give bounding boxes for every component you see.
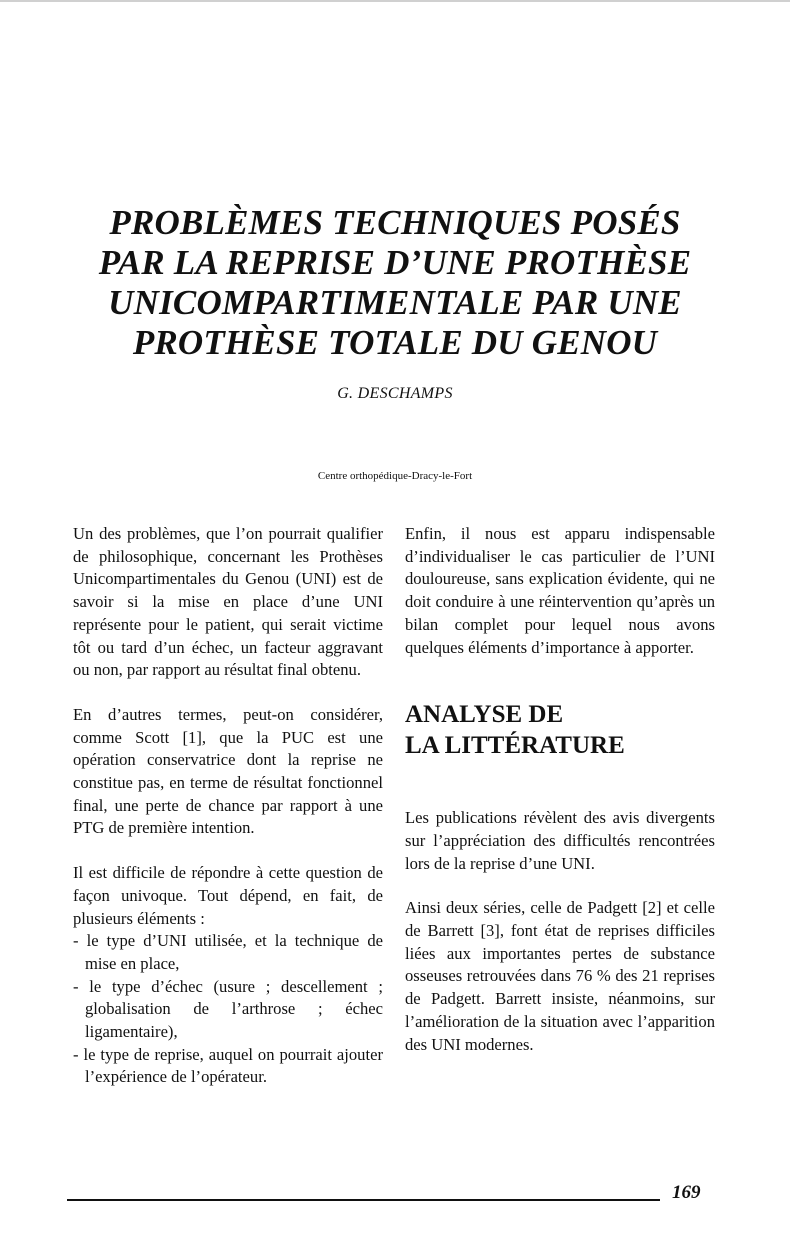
heading-line-2: LA LITTÉRATURE <box>405 732 625 760</box>
paragraph: Un des problèmes, que l’on pourrait qualifier de philosophique, concernant les Prothèses Unicompartimentales du Genou (UNI) est de savoir si la mise en place d’une UNI représente pour le patient, qui serait victime tôt ou tard d’un échec, un facteur aggravant ou non, par rapport au résultat final obtenu. <box>73 524 383 680</box>
factor-list <box>73 930 383 1089</box>
article-title <box>60 203 730 363</box>
author: G. DESCHAMPS <box>337 385 453 402</box>
page-number: 169 <box>672 1182 701 1203</box>
list-item: - le type d’échec (usure ; descellement ; globalisation de l’arthrose ; échec ligamentaire), <box>73 976 383 1044</box>
title-line-1: PROBLÈMES TECHNIQUES POSÉS <box>109 203 681 242</box>
right-column <box>405 523 715 1078</box>
top-edge-rule <box>0 0 790 2</box>
section-heading <box>405 699 715 761</box>
left-column <box>73 523 383 1089</box>
paragraph: En d’autres termes, peut-on considérer, comme Scott [1], que la PUC est une opération conservatrice dont la reprise ne constitue pas, en terme de résultat fonctionnel final, une perte de chance par rapport à une PTG de première intention. <box>73 704 383 838</box>
title-line-2: PAR LA REPRISE D’UNE PROTHÈSE <box>98 243 692 282</box>
paragraph: Il est difficile de répondre à cette question de façon univoque. Tout dépend, en fait, de plusieurs éléments : <box>73 863 383 928</box>
title-line-3: UNICOMPARTIMENTALE PAR UNE <box>108 283 682 322</box>
list-item: - le type de reprise, auquel on pourrait ajouter l’expérience de l’opérateur. <box>73 1044 383 1089</box>
title-block <box>60 203 730 363</box>
paragraph: Ainsi deux séries, celle de Padgett [2] et celle de Barrett [3], font état de reprises difficiles liées aux importantes pertes de substance osseuses retrouvées dans 76 % des 21 reprises de Padgett. Barrett insiste, néanmoins, sur l’amélioration de la situation avec l’apparition des UNI modernes. <box>405 898 715 1054</box>
affiliation: Centre orthopédique-Dracy-le-Fort <box>317 470 473 482</box>
list-item: - le type d’UNI utilisée, et la technique de mise en place, <box>73 930 383 975</box>
paragraph: Enfin, il nous est apparu indispensable d’individualiser le cas particulier de l’UNI douloureuse, sans explication évidente, qui ne doit conduire à une réintervention qu’après un bilan complet pour lequel nous avons quelques éléments d’importance à apporter. <box>405 524 715 657</box>
paragraph: Les publications révèlent des avis divergents sur l’appréciation des difficultés rencontrées lors de la reprise d’une UNI. <box>405 808 715 873</box>
title-line-4: PROTHÈSE TOTALE DU GENOU <box>132 323 658 362</box>
footer-rule <box>67 1199 660 1201</box>
heading-line-1: ANALYSE DE <box>405 701 564 729</box>
